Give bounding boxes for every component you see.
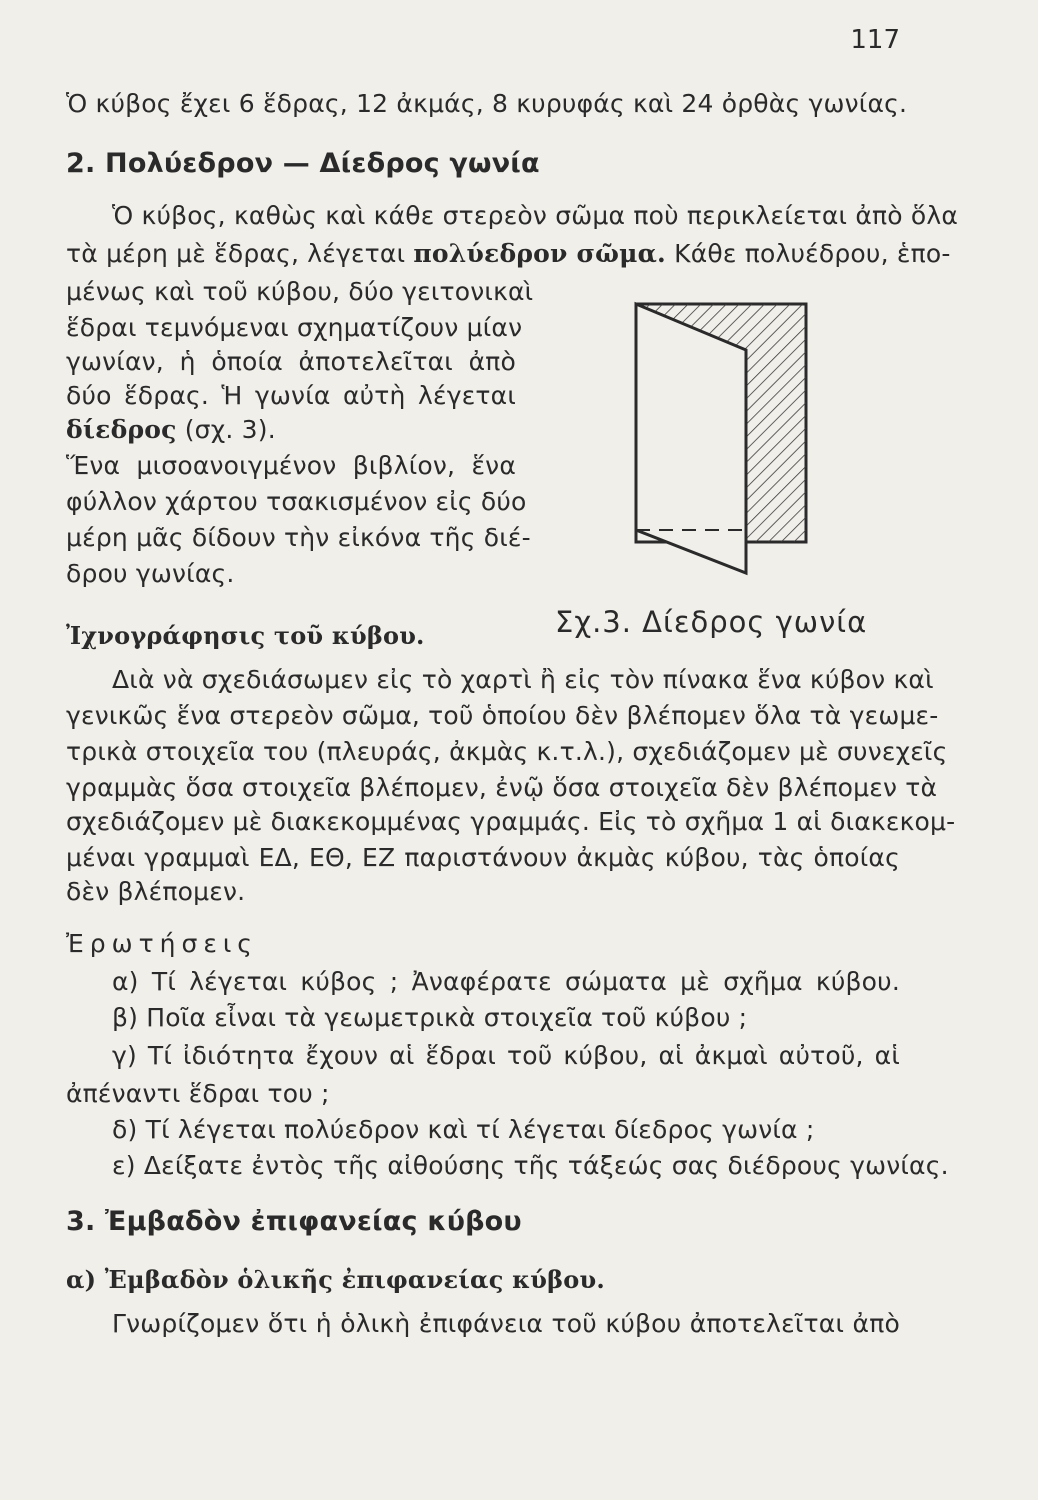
paragraph-line: Ὁ κύβος, καθὼς καὶ κάθε στερεὸν σῶμα ποὺ περικλείεται ἀπὸ ὅλα <box>112 201 959 230</box>
text-run: (σχ. 3). <box>176 415 276 444</box>
paragraph-line: γενικῶς ἕνα στερεὸν σῶμα, τοῦ ὁποίου δὲν βλέπομεν ὅλα τὰ γεωμε- <box>66 701 939 730</box>
section-2-heading: 2. Πολύεδρον — Δίεδρος γωνία <box>66 148 540 179</box>
term-dihedral: δίεδρος <box>66 415 177 444</box>
paragraph-line: γραμμὰς ὅσα στοιχεῖα βλέπομεν, ἐνῷ ὅσα στοιχεῖα δὲν βλέπομεν τὰ <box>66 773 938 802</box>
paragraph-line: δύο ἕδρας. Ἡ γωνία αὐτὴ λέγεται <box>66 381 516 410</box>
drawing-subheading: Ἰχνογράφησις τοῦ κύβου. <box>66 621 425 650</box>
paragraph-line: Γνωρίζομεν ὅτι ἡ ὁλικὴ ἐπιφάνεια τοῦ κύβου ἀποτελεῖται ἀπὸ <box>112 1309 900 1338</box>
page-number: 117 <box>850 25 900 55</box>
question-c: γ) Τί ἰδιότητα ἔχουν αἱ ἕδραι τοῦ κύβου, αἱ ἀκμαὶ αὐτοῦ, αἱ <box>112 1041 900 1070</box>
paragraph-line: Διὰ νὰ σχεδιάσωμεν εἰς τὸ χαρτὶ ἢ εἰς τὸν πίνακα ἕνα κύβον καὶ <box>112 665 934 694</box>
questions-heading: Ἐρωτήσεις <box>66 929 258 958</box>
paragraph-line <box>66 238 951 270</box>
question-b: β) Ποῖα εἶναι τὰ γεωμετρικὰ στοιχεῖα τοῦ κύβου ; <box>112 1003 748 1032</box>
question-a: α) Τί λέγεται κύβος ; Ἀναφέρατε σώματα μὲ σχῆμα κύβου. <box>112 967 900 996</box>
paragraph-line: μέρη μᾶς δίδουν τὴν εἰκόνα τῆς διέ- <box>66 523 531 552</box>
paragraph-line: ἕδραι τεμνόμεναι σχηματίζουν μίαν <box>66 313 523 342</box>
term-polyhedron: πολύεδρον σῶμα. <box>413 239 666 268</box>
dihedral-angle-figure <box>630 298 820 578</box>
question-c-cont: ἀπέναντι ἕδραι του ; <box>66 1079 330 1108</box>
paragraph-line: δρου γωνίας. <box>66 559 235 588</box>
paragraph-line: δὲν βλέπομεν. <box>66 877 246 906</box>
section-3a-heading: α) Ἐμβαδὸν ὁλικῆς ἐπιφανείας κύβου. <box>66 1265 605 1294</box>
figure-caption: Σχ.3. Δίεδρος γωνία <box>555 605 868 639</box>
paragraph-line: γωνίαν, ἡ ὁποία ἀποτελεῖται ἀπὸ <box>66 347 516 376</box>
cube-summary-line: Ὁ κύβος ἔχει 6 ἕδρας, 12 ἀκμάς, 8 κυρυφάς καὶ 24 ὀρθὰς γωνίας. <box>66 89 908 118</box>
text-run: Κάθε πολυέδρου, ἑπο- <box>665 239 951 268</box>
paragraph-line: τρικὰ στοιχεῖα του (πλευράς, ἀκμὰς κ.τ.λ.), σχεδιάζομεν μὲ συνεχεῖς <box>66 737 948 766</box>
section-3-heading: 3. Ἐμβαδὸν ἐπιφανείας κύβου <box>66 1206 522 1237</box>
paragraph-line: μένως καὶ τοῦ κύβου, δύο γειτονικαὶ <box>66 277 534 306</box>
paragraph-line: φύλλον χάρτου τσακισμένον εἰς δύο <box>66 487 527 516</box>
question-e: ε) Δείξατε ἐντὸς τῆς αἰθούσης τῆς τάξεώς σας διέδρους γωνίας. <box>112 1151 949 1180</box>
paragraph-line: Ἕνα μισοανοιγμένον βιβλίον, ἕνα <box>66 451 516 480</box>
text-run: τὰ μέρη μὲ ἕδρας, λέγεται <box>66 239 414 268</box>
question-d: δ) Τί λέγεται πολύεδρον καὶ τί λέγεται δίεδρος γωνία ; <box>112 1115 815 1144</box>
paragraph-line: σχεδιάζομεν μὲ διακεκομμένας γραμμάς. Εἰς τὸ σχῆμα 1 αἱ διακεκομ- <box>66 807 956 836</box>
front-face <box>636 304 746 573</box>
paragraph-line: μέναι γραμμαὶ ΕΔ, ΕΘ, ΕΖ παριστάνουν ἀκμὰς κύβου, τὰς ὁποίας <box>66 843 900 872</box>
